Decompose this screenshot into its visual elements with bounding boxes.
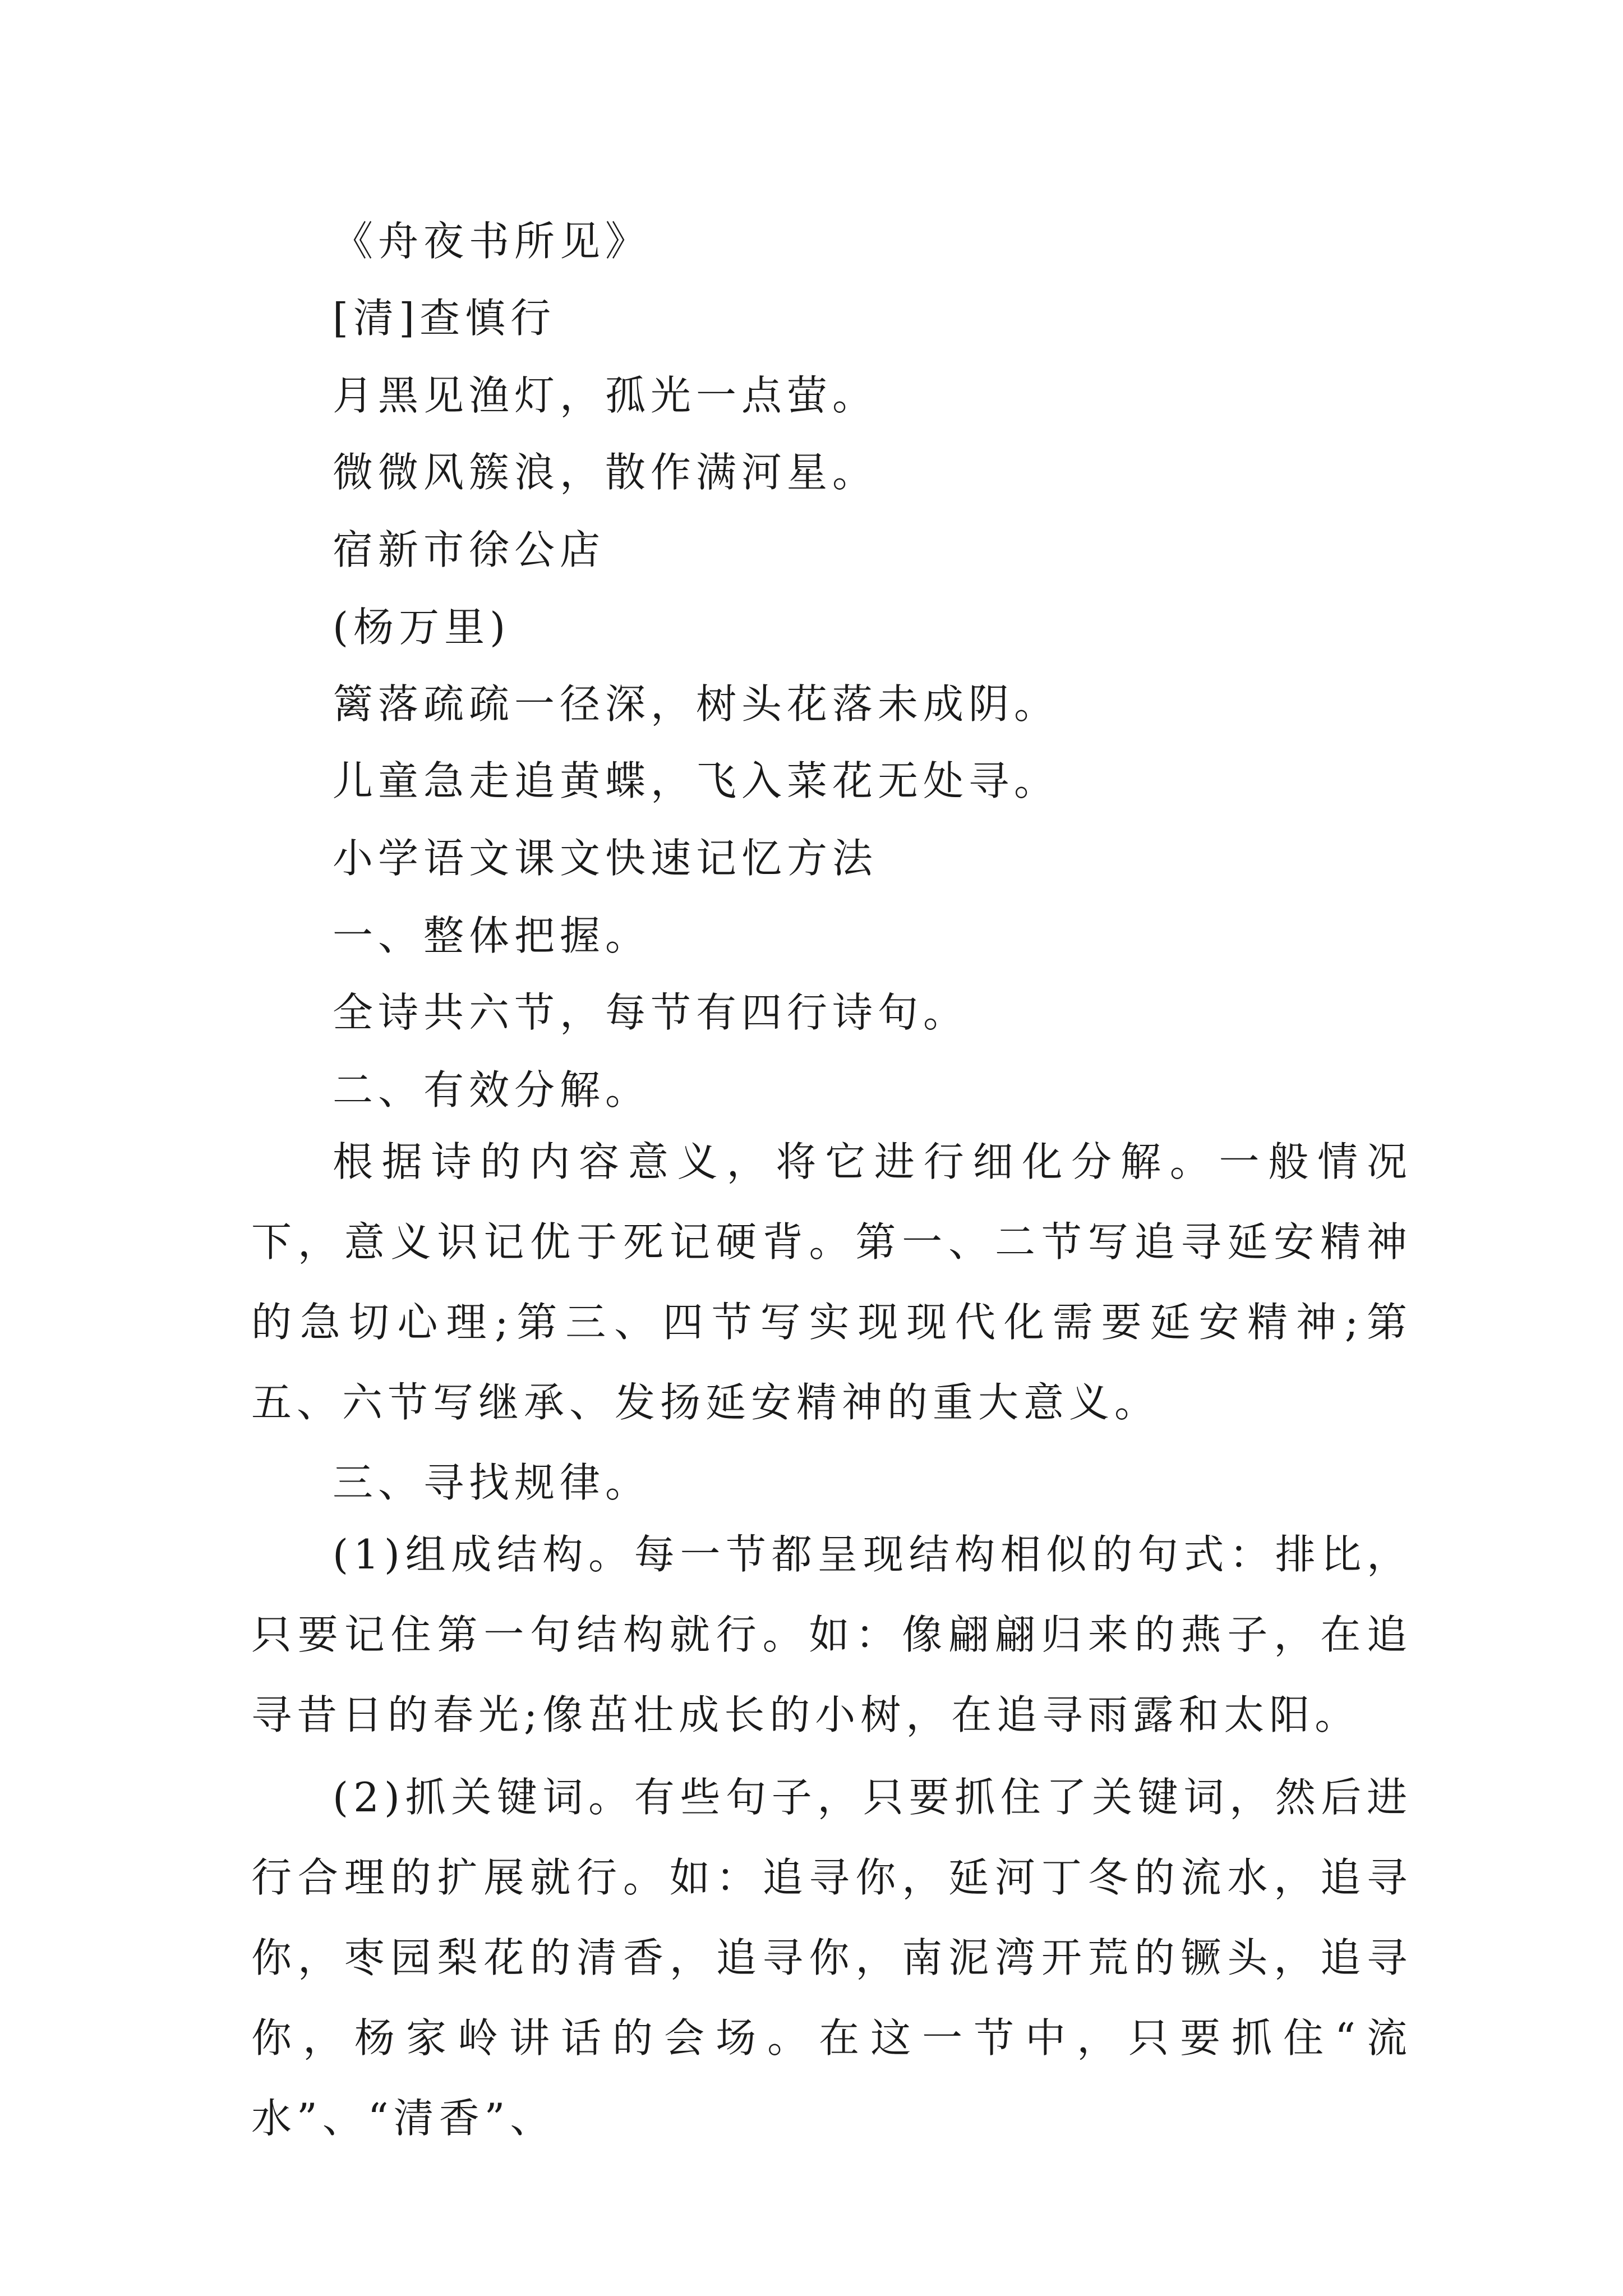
poem2-title: 宿新市徐公店	[333, 526, 606, 573]
poem1-line-2: 微微风簇浪，散作满河星。	[333, 449, 878, 496]
poem1-title: 《舟夜书所见》	[333, 218, 651, 265]
step2-heading: 二、有效分解。	[333, 1066, 651, 1114]
step3-heading: 三、寻找规律。	[333, 1459, 651, 1506]
poem2-line-2: 儿童急走追黄蝶，飞入菜花无处寻。	[333, 757, 1060, 804]
poem1-line-1: 月黑见渔灯，孤光一点萤。	[333, 372, 878, 419]
point1-paragraph: (1)组成结构。每一节都呈现结构相似的句式：排比，只要记住第一句结构就行。如：像翩翩归来的燕子，在追寻昔日的春光;像茁壮成长的小树，在追寻雨露和太阳。	[251, 1531, 1412, 1738]
step1-heading: 一、整体把握。	[333, 912, 651, 959]
step2-paragraph: 根据诗的内容意义，将它进行细化分解。一般情况下，意义识记优于死记硬背。第一、二节写追寻延安精神的急切心理;第三、四节写实现现代化需要延安精神;第五、六节写继承、发扬延安精神的重大意义。	[251, 1138, 1412, 1426]
poem1-author: [清]查慎行	[333, 295, 556, 342]
step1-text: 全诗共六节，每节有四行诗句。	[333, 989, 969, 1036]
poem2-line-1: 篱落疏疏一径深，树头花落未成阴。	[333, 680, 1060, 728]
article-title: 小学语文课文快速记忆方法	[333, 835, 878, 882]
poem2-author: (杨万里)	[333, 604, 511, 651]
point2-paragraph: (2)抓关键词。有些句子，只要抓住了关键词，然后进行合理的扩展就行。如：追寻你，延河丁冬的流水，追寻你，枣园梨花的清香，追寻你，南泥湾开荒的镢头，追寻你，杨家岭讲话的会场。在这一节中，只要抓住“流水”、“清香”、	[251, 1774, 1412, 2142]
